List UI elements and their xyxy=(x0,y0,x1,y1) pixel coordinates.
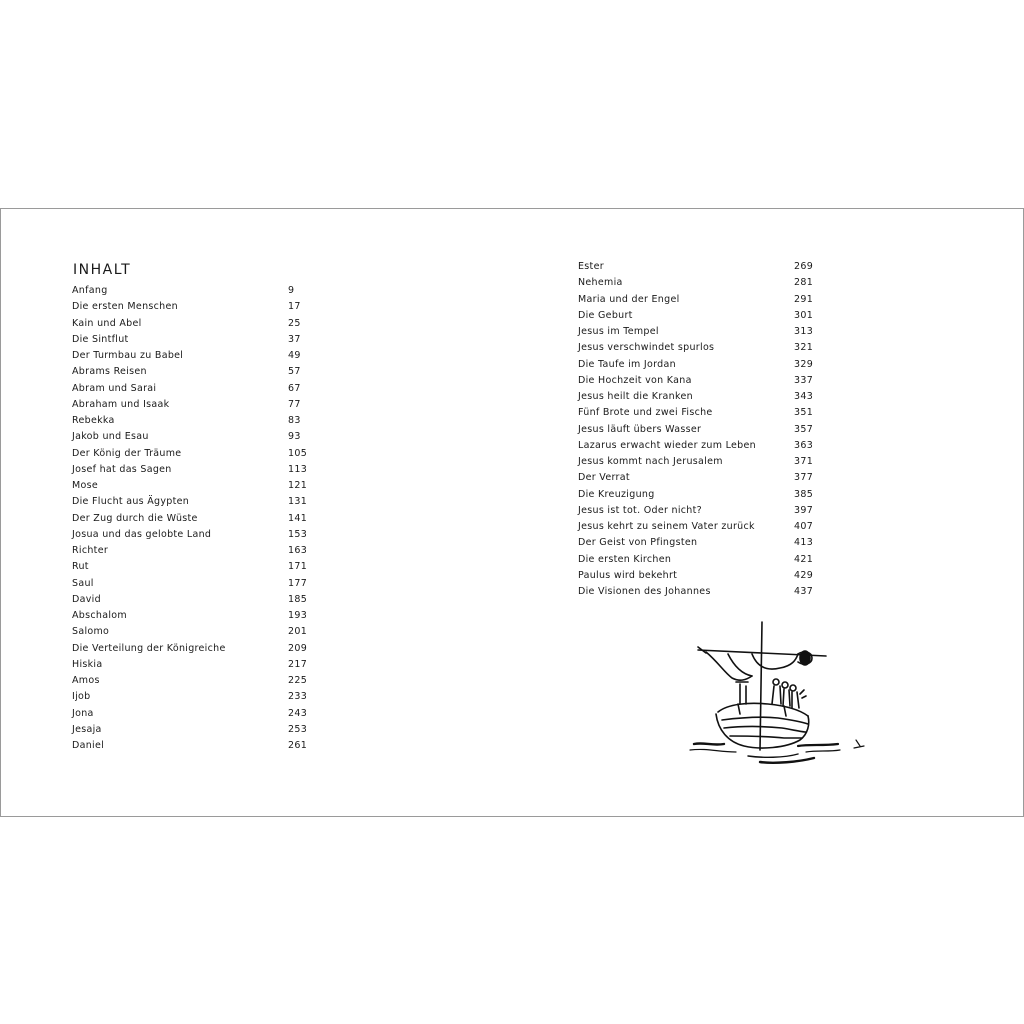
toc-entry-page: 105 xyxy=(288,447,308,459)
toc-entry xyxy=(72,364,312,380)
toc-entry xyxy=(578,584,818,600)
toc-entry-title: Die Geburt xyxy=(578,309,633,321)
toc-entry-page: 131 xyxy=(288,496,308,508)
toc-entry-title: Nehemia xyxy=(578,277,623,289)
toc-entry-page: 329 xyxy=(794,358,814,370)
toc-entry-title: Anfang xyxy=(72,285,108,296)
toc-entry-page: 437 xyxy=(794,586,814,597)
toc-entry-page: 83 xyxy=(288,415,301,426)
toc-entry-page: 121 xyxy=(288,480,308,491)
toc-entry-page: 371 xyxy=(794,456,814,467)
toc-entry-title: Abrams Reisen xyxy=(72,366,147,378)
toc-entry xyxy=(72,673,312,689)
toc-entry-page: 185 xyxy=(288,593,308,605)
toc-entry xyxy=(578,535,818,551)
toc-entry-page: 313 xyxy=(794,326,814,337)
toc-entry xyxy=(72,706,312,722)
toc-entry-title: Jesus ist tot. Oder nicht? xyxy=(578,504,702,516)
toc-entry-title: Hiskia xyxy=(72,658,103,670)
toc-entry-page: 233 xyxy=(288,691,308,703)
toc-entry xyxy=(72,576,312,592)
toc-entry-page: 201 xyxy=(288,626,308,638)
toc-entry-page: 171 xyxy=(288,561,308,573)
toc-entry-page: 49 xyxy=(288,350,301,361)
toc-entry-page: 291 xyxy=(794,293,814,305)
toc-entry xyxy=(72,283,312,299)
toc-entry-title: Ijob xyxy=(72,691,91,703)
toc-entry-title: Der Turmbau zu Babel xyxy=(72,350,184,361)
toc-entry xyxy=(578,503,818,519)
toc-entry-page: 77 xyxy=(288,398,301,410)
toc-entry xyxy=(72,592,312,608)
toc-entry-page: 177 xyxy=(288,577,308,589)
toc-entry-page: 357 xyxy=(794,423,814,435)
toc-entry-page: 321 xyxy=(794,342,814,354)
toc-entry-title: Jesus kehrt zu seinem Vater zurück xyxy=(578,521,755,532)
toc-entry-page: 193 xyxy=(288,610,308,621)
toc-entry-title: Ester xyxy=(578,261,604,272)
toc-entry xyxy=(578,373,818,389)
toc-entry xyxy=(72,413,312,429)
toc-entry xyxy=(72,608,312,624)
toc-entry xyxy=(578,552,818,568)
toc-entry xyxy=(72,641,312,657)
toc-entry xyxy=(578,259,818,275)
toc-entry-title: Der Zug durch die Wüste xyxy=(72,512,198,524)
toc-entry xyxy=(72,722,312,738)
toc-entry-title: Die Flucht aus Ägypten xyxy=(72,496,190,508)
toc-entry xyxy=(578,438,818,454)
toc-entry xyxy=(578,422,818,438)
toc-entry xyxy=(72,299,312,315)
toc-entry xyxy=(72,332,312,348)
toc-entry-page: 93 xyxy=(288,431,301,443)
toc-entry-page: 253 xyxy=(288,723,308,735)
toc-entry-title: Saul xyxy=(72,577,94,589)
toc-entry-title: Josef hat das Sagen xyxy=(72,463,172,475)
toc-entry-title: Die Verteilung der Königreiche xyxy=(72,642,226,654)
toc-entry xyxy=(72,689,312,705)
toc-entry-title: Jesus läuft übers Wasser xyxy=(578,423,702,435)
toc-entry xyxy=(578,324,818,340)
toc-entry-page: 337 xyxy=(794,374,814,386)
toc-entry-title: Salomo xyxy=(72,626,110,638)
toc-entry xyxy=(72,559,312,575)
toc-entry xyxy=(578,568,818,584)
toc-entry-title: Abraham und Isaak xyxy=(72,398,170,410)
toc-entry-page: 9 xyxy=(288,285,295,296)
toc-entry-title: David xyxy=(72,593,101,605)
toc-entry-page: 17 xyxy=(288,301,301,313)
toc-entry-page: 163 xyxy=(288,545,308,556)
toc-entry-page: 413 xyxy=(794,537,814,549)
toc-entry-page: 281 xyxy=(794,277,814,289)
toc-entry-page: 301 xyxy=(794,309,814,321)
toc-column-right xyxy=(578,259,818,600)
toc-entry xyxy=(72,429,312,445)
toc-entry xyxy=(72,624,312,640)
toc-entry-page: 363 xyxy=(794,439,814,451)
toc-entry-page: 153 xyxy=(288,528,308,540)
toc-entry xyxy=(578,405,818,421)
toc-entry-title: Jakob und Esau xyxy=(72,431,149,443)
toc-entry-page: 421 xyxy=(794,553,814,565)
toc-entry-title: Jesus verschwindet spurlos xyxy=(578,342,715,354)
toc-entry-title: Kain und Abel xyxy=(72,317,142,329)
toc-entry xyxy=(578,357,818,373)
toc-entry xyxy=(72,494,312,510)
toc-entry-page: 407 xyxy=(794,521,814,532)
toc-entry-page: 351 xyxy=(794,407,814,419)
toc-entry-title: Josua und das gelobte Land xyxy=(72,528,212,540)
toc-entry-page: 141 xyxy=(288,512,308,524)
toc-entry xyxy=(578,487,818,503)
toc-entry xyxy=(72,316,312,332)
toc-entry-page: 113 xyxy=(288,463,308,475)
toc-entry-title: Die ersten Menschen xyxy=(72,301,178,313)
toc-entry-title: Daniel xyxy=(72,740,105,751)
toc-entry-title: Abschalom xyxy=(72,610,127,621)
toc-entry xyxy=(72,527,312,543)
toc-entry xyxy=(578,470,818,486)
toc-entry-title: Paulus wird bekehrt xyxy=(578,569,678,581)
boat-illustration-icon xyxy=(688,620,868,770)
toc-entry-page: 385 xyxy=(794,488,814,500)
toc-entry-title: Die ersten Kirchen xyxy=(578,553,672,565)
toc-entry-title: Der Geist von Pfingsten xyxy=(578,537,698,549)
toc-heading: INHALT xyxy=(73,262,132,278)
toc-entry xyxy=(578,275,818,291)
toc-entry-title: Die Hochzeit von Kana xyxy=(578,374,692,386)
toc-entry xyxy=(578,340,818,356)
toc-entry-page: 67 xyxy=(288,382,301,394)
toc-entry xyxy=(72,657,312,673)
toc-entry xyxy=(578,519,818,535)
toc-entry xyxy=(578,454,818,470)
toc-entry xyxy=(72,381,312,397)
toc-entry-title: Richter xyxy=(72,545,109,556)
toc-entry-title: Abram und Sarai xyxy=(72,382,157,394)
toc-entry xyxy=(578,389,818,405)
toc-entry-page: 377 xyxy=(794,472,814,484)
toc-entry xyxy=(72,397,312,413)
toc-entry xyxy=(72,738,312,754)
toc-entry-page: 261 xyxy=(288,740,308,751)
toc-entry-title: Der König der Träume xyxy=(72,447,182,459)
toc-entry-title: Jesus im Tempel xyxy=(578,326,659,337)
toc-entry-title: Rebekka xyxy=(72,415,115,426)
toc-entry xyxy=(72,478,312,494)
toc-entry xyxy=(578,292,818,308)
toc-entry-title: Fünf Brote und zwei Fische xyxy=(578,407,713,419)
toc-entry-title: Die Kreuzigung xyxy=(578,488,655,500)
toc-entry-title: Jesus kommt nach Jerusalem xyxy=(578,456,723,467)
toc-column-left xyxy=(72,283,312,754)
toc-entry-page: 57 xyxy=(288,366,301,378)
toc-entry-page: 343 xyxy=(794,391,814,402)
toc-entry-title: Die Visionen des Johannes xyxy=(578,586,711,597)
toc-entry-page: 209 xyxy=(288,642,308,654)
toc-entry-page: 25 xyxy=(288,317,301,329)
toc-entry-title: Maria und der Engel xyxy=(578,293,680,305)
toc-entry-page: 269 xyxy=(794,261,814,272)
toc-entry-title: Rut xyxy=(72,561,89,573)
toc-entry xyxy=(72,511,312,527)
toc-entry-title: Die Sintflut xyxy=(72,333,129,345)
toc-entry-title: Jesus heilt die Kranken xyxy=(578,391,693,402)
toc-entry-title: Lazarus erwacht wieder zum Leben xyxy=(578,439,756,451)
toc-entry xyxy=(578,308,818,324)
toc-entry xyxy=(72,446,312,462)
toc-entry-page: 225 xyxy=(288,675,308,686)
toc-entry-page: 429 xyxy=(794,569,814,581)
toc-entry-title: Amos xyxy=(72,675,100,686)
toc-entry-page: 37 xyxy=(288,333,301,345)
toc-entry-title: Jona xyxy=(72,707,94,719)
toc-entry-title: Jesaja xyxy=(72,723,102,735)
toc-entry xyxy=(72,543,312,559)
toc-entry-page: 243 xyxy=(288,707,308,719)
toc-entry xyxy=(72,462,312,478)
toc-entry-page: 397 xyxy=(794,504,814,516)
toc-entry-title: Die Taufe im Jordan xyxy=(578,358,676,370)
toc-entry-title: Mose xyxy=(72,480,99,491)
toc-entry-page: 217 xyxy=(288,658,308,670)
toc-entry xyxy=(72,348,312,364)
toc-entry-title: Der Verrat xyxy=(578,472,630,484)
